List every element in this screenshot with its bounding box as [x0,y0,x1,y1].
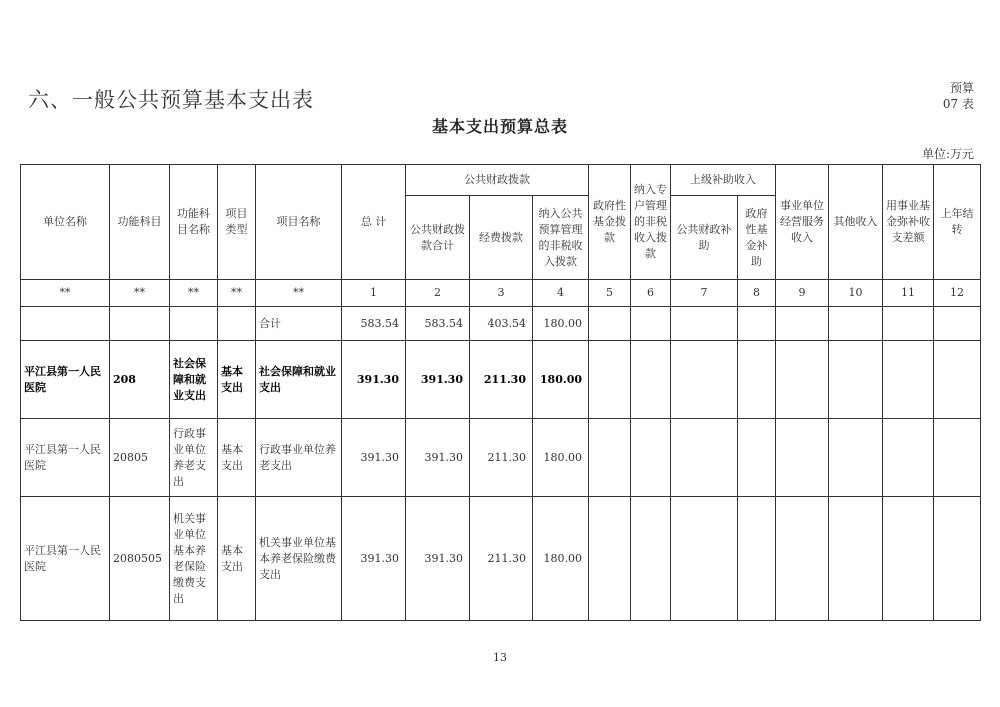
cell-unit: 平江县第一人民医院 [21,497,110,621]
table-row [21,419,981,497]
col-carryover: 上年结转 [934,165,981,280]
cell-subject: 社会保障和就业支出 [170,341,218,419]
index-cell: 9 [776,280,829,307]
cell-code: 2080505 [110,497,170,621]
cell-pf-funds: 211.30 [470,419,533,497]
col-func-subject: 功能科目 [110,165,170,280]
index-cell: ** [170,280,218,307]
col-pf-nontax: 纳入公共预算管理的非税收入拨款 [533,196,589,280]
col-business-income: 事业单位经营服务收入 [776,165,829,280]
index-cell: 7 [671,280,738,307]
index-cell: 5 [589,280,631,307]
col-us-public: 公共财政补助 [671,196,738,280]
col-upper-subsidy: 上级补助收入 [671,165,776,196]
cell-total: 391.30 [342,341,406,419]
col-project-type: 项目类型 [218,165,256,280]
index-cell: ** [21,280,110,307]
cell-type [218,307,256,341]
cell-pf-nontax: 180.00 [533,341,589,419]
index-cell: 10 [829,280,883,307]
cell-name: 机关事业单位基本养老保险缴费支出 [256,497,342,621]
cell-type: 基本支出 [218,419,256,497]
index-cell: 12 [934,280,981,307]
unit-label: 单位:万元 [921,147,974,161]
index-cell: 11 [883,280,934,307]
cell-unit: 平江县第一人民医院 [21,341,110,419]
index-cell: ** [256,280,342,307]
cell-unit: 平江县第一人民医院 [21,419,110,497]
cell-pf-funds: 211.30 [470,497,533,621]
col-fund-balance: 用事业基金弥补收支差额 [883,165,934,280]
col-us-gov-fund: 政府性基金补助 [738,196,776,280]
index-row [21,280,981,307]
section-title: 六、一般公共预算基本支出表 [28,88,314,112]
page-title: 基本支出预算总表 [431,117,568,136]
table-row [21,497,981,621]
col-func-subject-name: 功能科目名称 [170,165,218,280]
table-code-line2: 07 表 [942,97,974,111]
cell-subject [170,307,218,341]
cell-code: 20805 [110,419,170,497]
cell-name: 社会保障和就业支出 [256,341,342,419]
table-code [943,80,974,112]
index-cell: 1 [342,280,406,307]
cell-pf-total: 391.30 [406,419,470,497]
table-row [21,341,981,419]
index-cell: ** [218,280,256,307]
col-other-income: 其他收入 [829,165,883,280]
col-project-name: 项目名称 [256,165,342,280]
table-row-total [21,307,981,341]
col-special-nontax: 纳入专户管理的非税收入拨款 [631,165,671,280]
cell-pf-nontax: 180.00 [533,497,589,621]
cell-pf-nontax: 180.00 [533,419,589,497]
page-number: 13 [493,651,507,664]
cell-pf-funds: 211.30 [470,341,533,419]
cell-name: 行政事业单位养老支出 [256,419,342,497]
cell-total: 391.30 [342,419,406,497]
budget-table [20,164,981,621]
cell-name: 合计 [256,307,342,341]
col-unit-name: 单位名称 [21,165,110,280]
col-total: 总 计 [342,165,406,280]
table-code-line1: 预算 [949,81,974,95]
index-cell: ** [110,280,170,307]
index-cell: 2 [406,280,470,307]
cell-subject: 行政事业单位养老支出 [170,419,218,497]
col-gov-fund: 政府性基金拨款 [589,165,631,280]
cell-type: 基本支出 [218,341,256,419]
index-cell: 8 [738,280,776,307]
cell-pf-total: 391.30 [406,497,470,621]
cell-type: 基本支出 [218,497,256,621]
index-cell: 6 [631,280,671,307]
col-pf-funds: 经费拨款 [470,196,533,280]
cell-pf-nontax: 180.00 [533,307,589,341]
cell-code: 208 [110,341,170,419]
cell-unit [21,307,110,341]
cell-code [110,307,170,341]
cell-subject: 机关事业单位基本养老保险缴费支出 [170,497,218,621]
col-public-finance: 公共财政拨款 [406,165,589,196]
cell-pf-total: 583.54 [406,307,470,341]
cell-total: 391.30 [342,497,406,621]
cell-pf-funds: 403.54 [470,307,533,341]
index-cell: 4 [533,280,589,307]
index-cell: 3 [470,280,533,307]
cell-total: 583.54 [342,307,406,341]
col-pf-total: 公共财政拨款合计 [406,196,470,280]
cell-pf-total: 391.30 [406,341,470,419]
